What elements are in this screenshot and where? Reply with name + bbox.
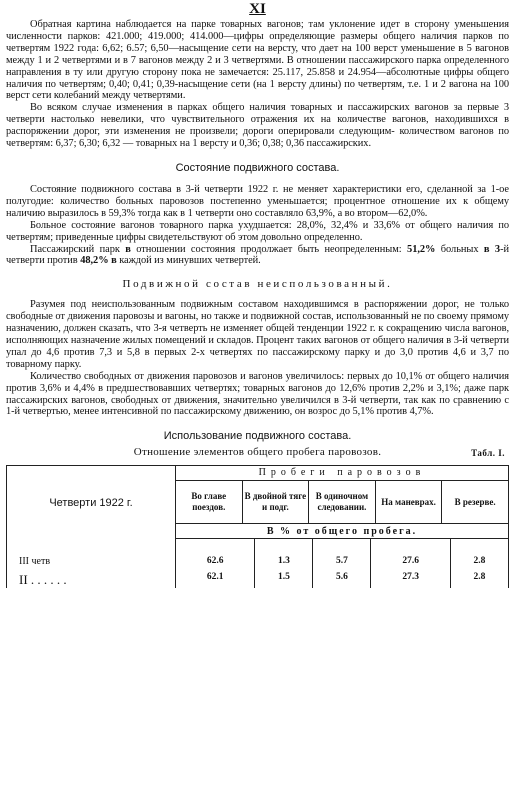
table-cell: 62.1 (176, 567, 255, 588)
table-row (7, 567, 509, 588)
section-heading-stock-usage: Использование подвижного состава. (163, 430, 352, 443)
table-label: Табл. I. (471, 448, 505, 459)
paragraph: Количество свободных от движения паровозов и вагонов увеличилось: первых до 10,1% от общего наличия против 3,6% и 4,4% в предшествовавших четвертях; товарных вагонов до 12,6% против 2,2% и 3,1%; даже парк пассажирских вагонов, свободных от движения, значительно увеличился в 3-й четверти, так как по сравнению с 1-й четвертью, менее интенсивной по пассажирскому движению, он возрос до 5,1% против 4,7%. (6, 370, 509, 418)
paragraph: Обратная картина наблюдается на парке товарных вагонов; там уклонение идет в сторону уменьшения численности парков: 421.000; 419.000; 414.000—цифры определяющие размеры общего наличия парков по четвертям 1922 года: 6,62; 6.57; 6,50—насыщение сети на версту, что дает на 100 верст уменьшение в 5 вагонов между 1 и 2 четвертями и в 7 вагонов между 2 и 3 четвертями. В отношении пассажирского парка определенного направления в ту или другую сторону пока не замечается: 25.117, 25.858 и 24.954—абсолютные цифры общего наличия по четвертям; 0,40; 0,41; 0,39-насыщение сети (на 1 версту длины) по четвертям, т.е. 1 и 2 вагона на 100 верст сети колебаний между четвертями. (6, 19, 509, 102)
column-header-quarter: Четверти 1922 г. (7, 466, 176, 539)
section-heading-unused-stock: Подвижной состав неиспользованный. (122, 278, 393, 291)
table-cell: 27.6 (371, 539, 450, 567)
table-cell: 5.6 (313, 567, 371, 588)
page-number: XI (249, 1, 266, 17)
table-cell: 2.8 (450, 539, 508, 567)
column-header-shunting: На маневрах. (375, 481, 442, 523)
table-cell: 2.8 (450, 567, 508, 588)
paragraph: Больное состояние вагонов товарного парка ухудшается: 28,0%, 32,4% и 33,6% от общего наличия по четвертям; приведенные цифры свидетельствуют об этом довольно определенно. (6, 219, 509, 243)
table-cell: 5.7 (313, 539, 371, 567)
paragraph: Состояние подвижного состава в 3-й четверти 1922 г. не меняет характеристики его, сделанной за 1-ое полугодие: количество больных паровозов постепенно уменьшается; процентное отношение их к общему наличию выразилось в 59,3% тогда как в 1 четверти оно составляло 63,9%, а во втором—62,0%. (6, 183, 509, 219)
group-header: Пробеги паровозов (176, 466, 508, 481)
table-cell: 1.3 (255, 539, 313, 567)
table-cell: 1.5 (255, 567, 313, 588)
column-header-train-head: Во главе поездов. (191, 491, 227, 513)
paragraph: Пассажирский парк в отношении состояния продолжает быть неопределенным: 51,2% больных в 3-й четверти против 48,2% в каждой из минувших четвертей. (6, 243, 509, 267)
table-row (7, 539, 509, 567)
paragraph: Во всяком случае изменения в парках общего наличия товарных и пассажирских вагонов за первые 3 четверти настолько невелики, что чувствительного отражения их на количестве вагонов, находившихся в распоряжении дорог, эти изменения не произвели; дороги оперировали следующим- количеством вагонов по четвертям: 6,37; 6,30; 6,32 — товарных на 1 версту и 0,36; 0,38; 0,36 пассажирских. (6, 102, 509, 150)
percent-label: В % от общего пробега. (176, 524, 509, 539)
table-caption-row (6, 446, 509, 462)
mileage-table (6, 465, 509, 588)
table-subtitle: Отношение элементов общего пробега паровозов. (133, 446, 382, 459)
subcolumn-headers (176, 481, 508, 523)
column-header-single-run: В одиночном следовании. (308, 481, 375, 523)
paragraph: Разумея под неиспользованным подвижным составом находившимся в распоряжении дорог, не только свободные от движения паровозы и вагоны, но также и подвижной состав, использованный не по своему прямому назначению, должен сказать, что 3-я четверть не изменяет общей тенденции 1922 г. к сокращению числа вагонов, исполняющих назначение жилых помещений и складов. Процент таких вагонов от общего наличия в 3-й четверти упал до 4,6 против 7,3 и 5,8 в первых 2-х четвертях по пассажирскому парку и до 3,0 против 4,6 и 3,7 по товарному парку. (6, 299, 509, 370)
table-cell: 27.3 (371, 567, 450, 588)
group-header-cell (176, 466, 509, 524)
row-label: II . . . . . . (7, 567, 176, 588)
row-label: III четв (7, 539, 176, 567)
table-cell: 62.6 (176, 539, 255, 567)
section-heading-rolling-stock-condition: Состояние подвижного состава. (175, 161, 340, 174)
column-header-double-traction: В двойной тяге и подг. (242, 481, 309, 523)
document-page (6, 0, 509, 588)
column-header-reserve: В резерве. (441, 481, 508, 523)
